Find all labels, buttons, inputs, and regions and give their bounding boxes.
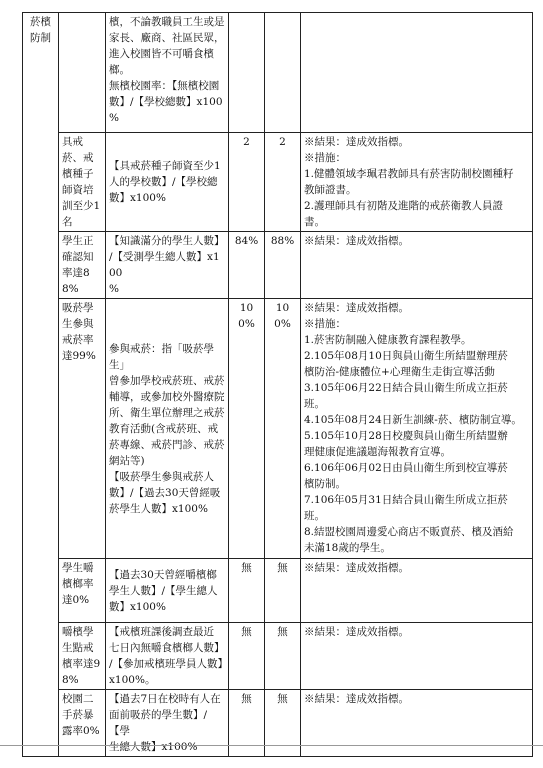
result-cell xyxy=(301,13,533,133)
target-value: 無 xyxy=(229,690,265,757)
result-cell xyxy=(301,232,533,299)
formula-line: 數】x100% xyxy=(109,600,166,613)
indicator-cell: 校園二手菸暴露率0% xyxy=(59,690,106,757)
result-cell xyxy=(301,299,533,559)
formula-line: 【吸菸學生參與戒菸人 xyxy=(109,470,214,483)
formula-line: x100%。 xyxy=(109,674,156,686)
result-cell xyxy=(301,133,533,232)
table-body xyxy=(23,13,533,757)
result-line: 檳防制。 xyxy=(304,478,346,490)
result-line: 6.106年06月02日由員山衛生所到校宣導菸 xyxy=(304,462,508,474)
actual-value: 無 xyxy=(265,559,301,623)
formula-line: 榔。 xyxy=(109,64,130,76)
formula-line: 輔導，或參加校外醫療院 xyxy=(109,390,225,403)
actual-value: 無 xyxy=(265,623,301,690)
formula-line: 【過去7日在校時有人在 xyxy=(109,693,221,705)
result-line: ※措施： xyxy=(304,318,346,330)
formula-cell xyxy=(106,559,229,623)
formula-line: 檳，不論教職員工生或是 xyxy=(109,16,225,28)
indicator-table xyxy=(22,12,533,757)
actual-value: 88% xyxy=(265,232,301,299)
formula-line: 【戒檳班課後調查最近 xyxy=(109,626,214,638)
result-line: 未滿18歲的學生。 xyxy=(304,542,391,554)
result-cell xyxy=(301,559,533,623)
target-value: 2 xyxy=(229,133,265,232)
formula-line: 無檳校園率：【無檳校園 xyxy=(109,80,220,92)
actual-value: 2 xyxy=(265,133,301,232)
formula-line: /【參加戒檳班學員人數】 xyxy=(109,658,229,670)
result-line: 書。 xyxy=(304,216,325,228)
result-cell xyxy=(301,623,533,690)
formula-line: 數】/【過去30天曾經吸 xyxy=(109,486,221,499)
formula-line: 【過去30天曾經嚼檳榔 xyxy=(109,568,217,581)
result-line: 4.105年08月24日新生訓練-菸、檳防制宣導。 xyxy=(304,414,522,426)
result-line: 1.健體領域李珮君教師具有菸害防制校園種籽 xyxy=(304,168,514,180)
result-line: 班。 xyxy=(304,510,325,522)
category-label: 菸檳防制 xyxy=(30,16,51,44)
formula-line: 【具戒菸種子師資至少1 xyxy=(109,160,221,172)
result-line: 3.105年06月22日結合員山衛生所成立拒菸 xyxy=(304,382,508,394)
target-value xyxy=(229,13,265,133)
footer-divider xyxy=(0,745,543,746)
result-line: ※結果：達成效指標。 xyxy=(304,302,409,314)
formula-line: 參與戒菸：指「吸菸學生」 xyxy=(109,342,214,371)
formula-line: 面前吸菸的學生數】/【學 xyxy=(109,709,208,737)
formula-line: % xyxy=(109,112,119,124)
table-row xyxy=(23,690,533,757)
formula-line: 教育活動(含戒菸班、戒 xyxy=(109,422,219,435)
result-line: 理健康促進議題海報教育宣導。 xyxy=(304,446,451,458)
result-line: 教師證書。 xyxy=(304,184,357,196)
formula-line: 菸學生人數】x100% xyxy=(109,502,208,515)
formula-cell xyxy=(106,690,229,757)
category-cell xyxy=(23,13,59,757)
formula-line: 菸專線、戒菸門診、戒菸 xyxy=(109,438,225,451)
formula-cell xyxy=(106,133,229,232)
indicator-cell: 吸菸學生參與戒菸率達99% xyxy=(59,299,106,559)
formula-line: 家長、廠商、社區民眾， xyxy=(109,32,225,44)
result-line: 5.105年10月28日校慶與員山衛生所結盟辦 xyxy=(304,430,508,442)
table-row xyxy=(23,299,533,559)
formula-line: 進入校園皆不可嚼食檳 xyxy=(109,48,214,60)
formula-line: 學生人數】/【學生總人 xyxy=(109,584,218,597)
indicator-cell xyxy=(59,13,106,133)
table-row xyxy=(23,232,533,299)
actual-value: 無 xyxy=(265,690,301,757)
table-row xyxy=(23,623,533,690)
result-line: ※結果：達成效指標。 xyxy=(304,626,409,638)
formula-line: 所、衛生單位辦理之戒菸 xyxy=(109,406,225,419)
formula-cell xyxy=(106,13,229,133)
result-line: 1.菸害防制融入健康教育課程教學。 xyxy=(304,334,472,346)
result-line: 8.結盟校園周邊愛心商店不販賣菸、檳及酒給 xyxy=(304,526,514,538)
result-cell xyxy=(301,690,533,757)
formula-line: % xyxy=(109,283,119,295)
table-row xyxy=(23,13,533,133)
result-line: ※結果：達成效指標。 xyxy=(304,693,409,705)
result-line: 7.106年05月31日結合員山衛生所成立拒菸 xyxy=(304,494,508,506)
formula-line: 網站等) xyxy=(109,454,145,467)
indicator-cell: 嚼檳學生點戒檳率達98% xyxy=(59,623,106,690)
target-value: 100% xyxy=(229,299,265,559)
formula-line: 七日內無嚼食檳榔人數】 xyxy=(109,642,225,654)
result-line: 檳防治-健康體位+心理衛生走街宣導活動 xyxy=(304,366,495,378)
formula-line: 曾參加學校戒菸班、戒菸 xyxy=(109,374,225,387)
indicator-cell: 學生正確認知率達88% xyxy=(59,232,106,299)
formula-line: 人的學校數】/【學校總 xyxy=(109,176,218,188)
result-line: ※措施： xyxy=(304,152,346,164)
formula-line: 數】x100% xyxy=(109,192,166,204)
result-line: ※結果：達成效指標。 xyxy=(304,136,409,148)
result-line: ※結果：達成效指標。 xyxy=(304,562,409,574)
formula-cell xyxy=(106,232,229,299)
target-value: 84% xyxy=(229,232,265,299)
target-value: 無 xyxy=(229,623,265,690)
result-line: 班。 xyxy=(304,398,325,410)
table-row xyxy=(23,133,533,232)
target-value: 無 xyxy=(229,559,265,623)
actual-value xyxy=(265,13,301,133)
indicator-cell: 具戒菸、戒檳種子師資培訓至少1名 xyxy=(59,133,106,232)
result-line: 2.護理師具有初階及進階的戒菸衛教人員證 xyxy=(304,200,504,212)
indicator-cell: 學生嚼檳榔率達0% xyxy=(59,559,106,623)
result-line: 2.105年08月10日與員山衛生所結盟辦理菸 xyxy=(304,350,508,362)
formula-line: 【知識滿分的學生人數】 xyxy=(109,235,225,247)
formula-line: 生總人數】x100% xyxy=(109,741,198,753)
formula-line: /【受測學生總人數】x100 xyxy=(109,251,220,279)
formula-cell xyxy=(106,299,229,559)
actual-value: 100% xyxy=(265,299,301,559)
formula-line: 數】/【學校總數】x100 xyxy=(109,96,223,108)
table-row xyxy=(23,559,533,623)
formula-cell xyxy=(106,623,229,690)
result-line: ※結果：達成效指標。 xyxy=(304,235,409,247)
